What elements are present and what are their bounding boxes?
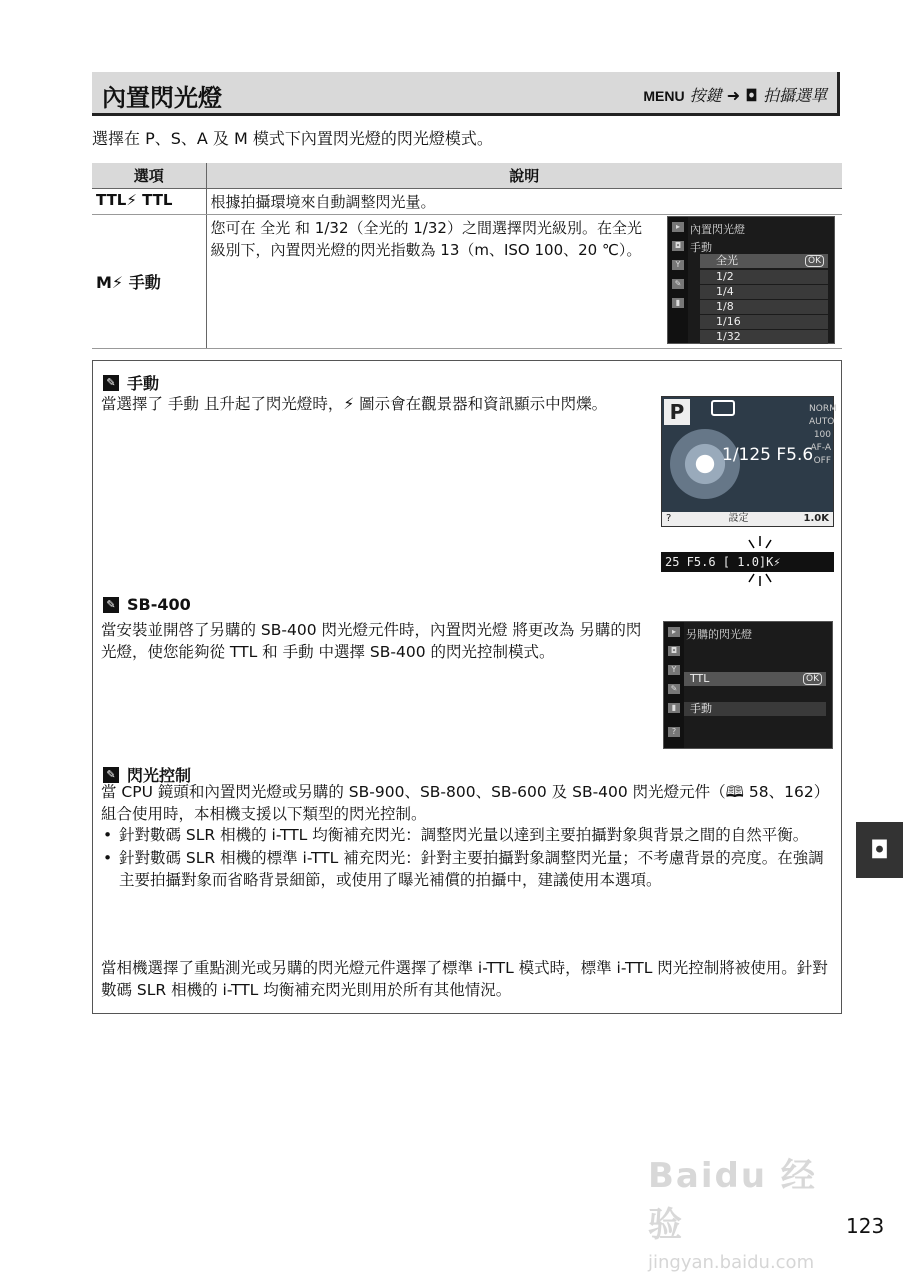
lcd-side-column: NORM AUTO 100 AF-A OFF (809, 404, 837, 466)
flash-icon-highlight (711, 400, 735, 416)
list-item: • 針對數碼 SLR 相機的 i-TTL 均衡補充閃光：調整閃光量以達到主要拍攝對象與背景之間的自然平衡。 (101, 824, 837, 846)
menu-item: 1/32 (700, 330, 828, 344)
menu-item: 全光 OK (700, 254, 828, 268)
custom-icon: Y (668, 665, 680, 675)
menu-key-label: MENU (643, 88, 685, 104)
info-display-screen (661, 396, 837, 527)
watermark (648, 1148, 848, 1273)
optional-flash-menu-screen (663, 621, 833, 749)
lcd-bottom-bar: ? 設定 1.0K (662, 512, 833, 526)
menu-item: 1/4 (700, 285, 828, 299)
menu-item: 1/2 (700, 270, 828, 284)
note-sb400-text: 當安裝並開啓了另購的 SB-400 閃光燈元件時，內置閃光燈 將更改為 另購的閃光燈，使您能夠從 TTL 和 手動 中選擇 SB-400 的閃光控制模式。 (101, 621, 642, 661)
ok-badge: OK (803, 673, 822, 685)
option-ttl: TTL⚡ TTL (92, 188, 206, 214)
camera-icon: ◘ (668, 646, 680, 656)
shutter-aperture-readout: 1/125 F5.6 (722, 445, 814, 465)
section-header (92, 72, 840, 116)
page-number: 123 (846, 1214, 885, 1238)
menu-path (643, 83, 827, 106)
recent-icon: ▮ (668, 703, 680, 713)
viewfinder-display: 25 F5.6 [ 1.0]K⚡ (661, 552, 834, 572)
menu-path-text: 按鍵 ➜ ◘ 拍攝選單 (689, 86, 827, 105)
watermark-url: jingyan.baidu.com (648, 1252, 815, 1273)
watermark-logo: Baidu 经验 (648, 1156, 817, 1245)
setup-icon: ✎ (668, 684, 680, 694)
custom-icon: Y (672, 260, 684, 270)
menu-item: TTL OK (684, 672, 826, 686)
help-icon: ? (668, 727, 680, 737)
playback-icon: ▸ (672, 222, 684, 232)
menu-subtitle: 手動 (690, 241, 712, 254)
menu-item: 1/8 (700, 300, 828, 314)
table-row (92, 188, 842, 214)
page-title: 內置閃光燈 (102, 84, 222, 112)
pencil-note-icon: ✎ (103, 375, 119, 391)
menu-sidebar (668, 217, 688, 343)
ok-badge: OK (805, 255, 824, 267)
shooting-menu-tab: ◘ (856, 822, 903, 878)
setup-icon: ✎ (672, 279, 684, 289)
flash-control-list (101, 824, 837, 892)
playback-icon: ▸ (668, 627, 680, 637)
built-in-flash-menu-screen (667, 216, 835, 344)
menu-item: 1/16 (700, 315, 828, 329)
option-manual-desc: 您可在 全光 和 1/32（全光的 1/32）之間選擇閃光級別。在全光級別下，內置閃光燈的閃光指數為 13（m、ISO 100、20 ℃）。 (210, 218, 642, 259)
pencil-note-icon: ✎ (103, 597, 119, 613)
note-manual-title: ✎ 手動 (103, 371, 159, 394)
menu-item: 手動 (684, 702, 826, 716)
option-ttl-desc: 根據拍攝環境來自動調整閃光量。 (206, 188, 842, 214)
pencil-note-icon: ✎ (103, 767, 119, 783)
note-sb400-title: ✎ SB-400 (103, 595, 191, 614)
note-control-title: ✎ 閃光控制 (103, 763, 191, 786)
blinking-flash-rays-icon (745, 534, 775, 588)
col-option-header: 選項 (92, 163, 206, 188)
note-manual-text: 當選擇了 手動 且升起了閃光燈時，⚡ 圖示會在觀景器和資訊顯示中閃爍。 (101, 395, 608, 413)
camera-icon: ◘ (672, 241, 684, 251)
exposure-mode: P (664, 399, 690, 425)
menu-title: 內置閃光燈 (690, 223, 745, 236)
note-control-closing: 當相機選擇了重點測光或另購的閃光燈元件選擇了標準 i-TTL 模式時，標準 i-TTL 閃光控制將被使用。針對數碼 SLR 相機的 i-TTL 均衡補充閃光則用於所有其他情況。 (101, 959, 828, 999)
menu-title: 另購的閃光燈 (686, 628, 752, 641)
option-manual: M⚡ 手動 (92, 214, 206, 348)
list-item: • 針對數碼 SLR 相機的標準 i-TTL 補充閃光：針對主要拍攝對象調整閃光量；不考慮背景的亮度。在強調主要拍攝對象而省略背景細節，或使用了曝光補償的拍攝中，建議使用本選項。 (101, 847, 837, 891)
note-control-text: 當 CPU 鏡頭和內置閃光燈或另購的 SB-900、SB-800、SB-600 及 SB-400 閃光燈元件（🕮 58、162）組合使用時，本相機支援以下類型的閃光控制。 (101, 783, 830, 823)
col-desc-header: 說明 (206, 163, 842, 188)
recent-icon: ▮ (672, 298, 684, 308)
intro-text: 選擇在 P、S、A 及 M 模式下內置閃光燈的閃光燈模式。 (92, 129, 493, 148)
menu-sidebar (664, 622, 684, 748)
